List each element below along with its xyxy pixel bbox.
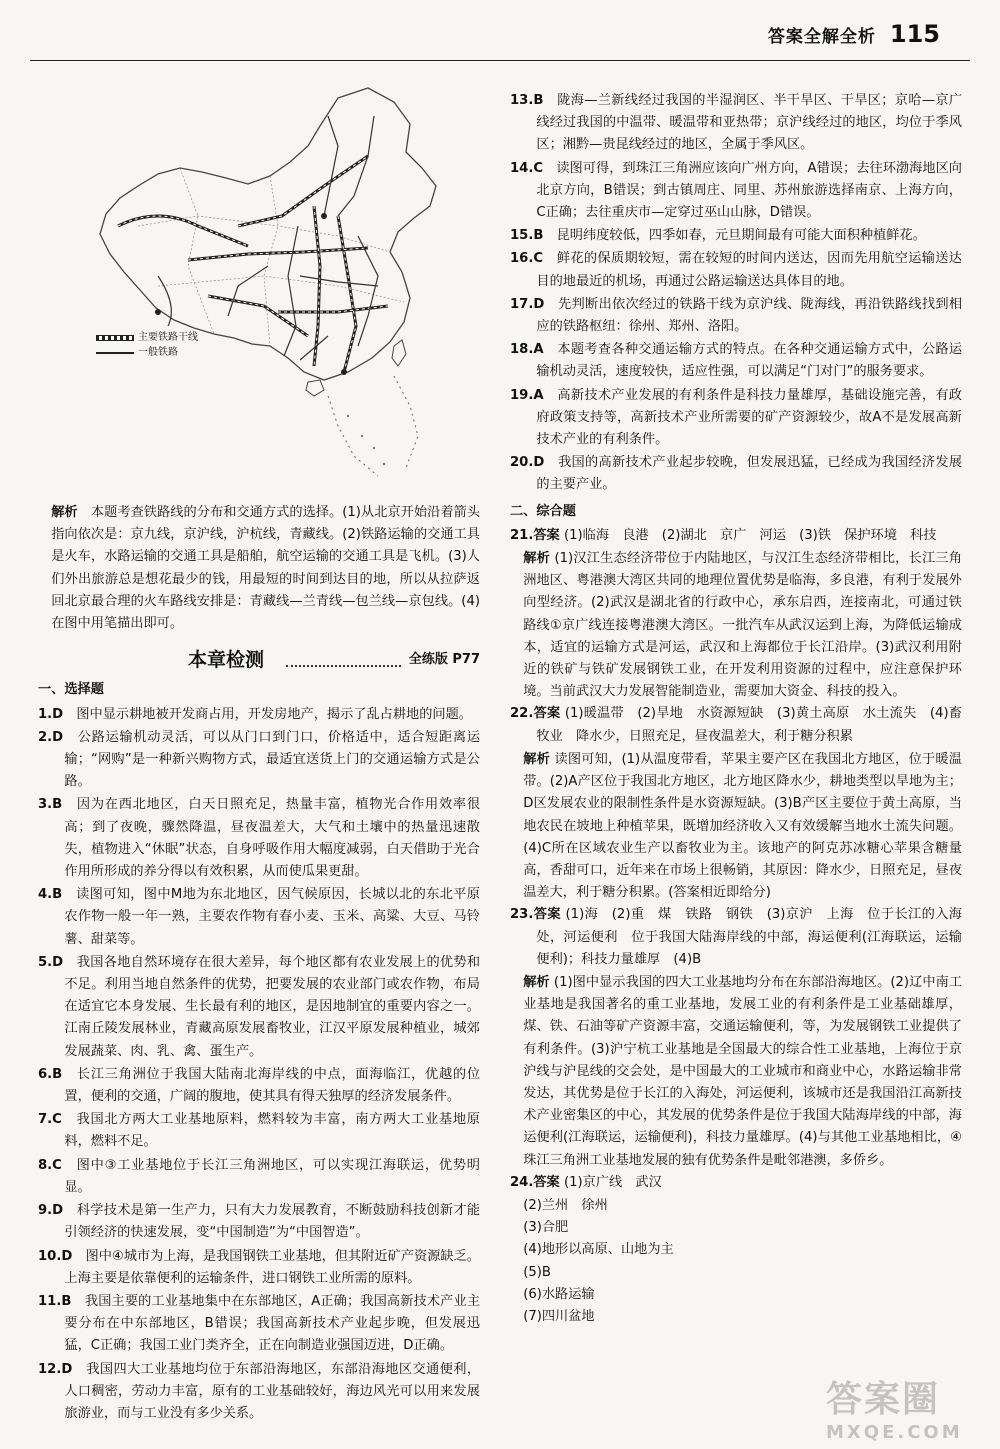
- choice-answer-item: [510, 158, 962, 225]
- q24-line-3: (3)合肥: [523, 1220, 569, 1236]
- choice-answer-item-num: 15.B: [510, 228, 544, 244]
- right-column: [510, 90, 962, 1328]
- choice-answer-item-num: 13.B: [510, 93, 544, 108]
- q21-answer-text: (1)临海 良港 (2)湖北 京广 河运 (3)铁 保护环境 科技: [563, 527, 937, 543]
- header-rule: [30, 60, 970, 61]
- choice-answer-item-num: 10.D: [38, 1248, 73, 1264]
- watermark-logo-text: 答案圈: [826, 1379, 941, 1420]
- q24-line: (1)京广线 武汉: [563, 1174, 662, 1190]
- choice-answer-item-text: 我国的高新技术产业起步较晚，但发展迅猛，已经成为我国经济发展的主要产业。: [536, 455, 963, 493]
- chapter-heading: [38, 649, 480, 671]
- railway-map: [38, 76, 480, 488]
- choice-answer-item: [510, 90, 962, 157]
- choice-answer-item-text: 图中④城市为上海，是我国钢铁工业基地，但其附近矿产资源缺乏。上海主要是依靠便利的运输条件，进口钢铁工业所需的原料。: [64, 1248, 480, 1286]
- choice-answer-item-text: 公路运输机动灵活，可以从门口到门口，价格适中，适合短距离运输；“网购”是一种新兴购物方式，最适宜送货上门的交通运输方式是公路。: [64, 729, 481, 790]
- choice-answer-item: [38, 1109, 480, 1153]
- q23-answer: [510, 904, 962, 971]
- choice-answer-item: [510, 385, 962, 452]
- choice-answer-item: [38, 1291, 480, 1358]
- q24-line-4: (4)地形以高原、山地为主: [523, 1242, 674, 1258]
- choice-answer-item-num: 1.D: [38, 706, 64, 722]
- q22-analysis-label: 解析: [523, 751, 551, 767]
- choice-answer-item-num: 2.D: [38, 729, 64, 745]
- choice-answer-item: [510, 294, 962, 338]
- choice-answer-item-num: 17.D: [510, 296, 545, 312]
- map-legend: [96, 330, 198, 360]
- choice-answer-item-text: 我国北方两大工业基地原料，燃料较为丰富，南方两大工业基地原料，燃料不足。: [64, 1112, 480, 1150]
- page-number: 115: [889, 20, 940, 48]
- choice-answer-item-text: 昆明纬度较低，四季如春，元旦期间最有可能大面积种植鲜花。: [556, 228, 926, 244]
- q24-line-2: (2)兰州 徐州: [523, 1197, 608, 1213]
- legend-label-general: 一般铁路: [138, 347, 178, 358]
- section-comprehensive-heading: 二、综合题: [510, 503, 576, 519]
- choice-answer-item-num: 7.C: [38, 1112, 62, 1128]
- general-railway-swatch: [96, 352, 134, 354]
- choice-answer-item-text: 读图可知，图中M地为东北地区，因气候原因，长城以北的东北平原农作物一般一年一熟，主要农作物有春小麦、玉米、高粱、大豆、马铃薯、甜菜等。: [64, 887, 480, 947]
- q22-answer: [510, 703, 962, 747]
- analysis-text: 本题考查铁路线的分布和交通方式的选择。(1)从北京开始沿着箭头指向依次是：京九线，京沪线，沪杭线，青藏线。(2)铁路运输的交通工具是火车，水路运输的交通工具是船舶，航空运输的交通工具是飞机。(3)人们外出旅游总是想花最少的钱，用最短的时间到达目的地，所以从拉萨返回北京最合理的火车路线安排是：青藏线—兰青线—包兰线—京包线。(4)在图中用笔描出即可。: [51, 505, 481, 632]
- q23-answer-text: (1)海 (2)重 煤 铁路 钢铁 (3)京沪 上海 位于长江的入海处，河运便利 位于我国大陆海岸线的中部，海运便利(江海联运，运输便利)；科技力量雄厚 (4)B: [536, 907, 962, 967]
- legend-label-main: 主要铁路干线: [138, 332, 198, 343]
- choice-answer-item-num: 4.B: [38, 887, 63, 903]
- choice-answer-item: [38, 884, 480, 951]
- q24-answer: [510, 1172, 962, 1194]
- choice-answer-item-num: 8.C: [38, 1157, 62, 1173]
- q23-analysis: [510, 972, 962, 1172]
- chapter-dots: [286, 653, 401, 667]
- section-choice-heading: 一、选择题: [38, 682, 104, 698]
- q21-answer: [510, 525, 962, 547]
- left-column: [38, 76, 480, 1426]
- choice-answer-item-text: 我国四大工业基地均位于东部沿海地区，东部沿海地区交通便利，人口稠密，劳动力丰富，原有的工业基础较好，海边风光可以用来发展旅游业，而与工业没有多少关系。: [64, 1361, 481, 1421]
- watermark-url: MXQE.COM: [826, 1422, 963, 1443]
- q21-num: 21.答案: [510, 527, 560, 543]
- choice-answer-item-text: 先判断出依次经过的铁路干线为京沪线、陇海线，再沿铁路线找到相应的铁路枢纽：徐州、郑州、洛阳。: [536, 296, 963, 335]
- choice-answer-item-text: 科学技术是第一生产力，只有大力发展教育，不断鼓励科技创新才能引领经济的快速发展，变“中国制造”为“中国智造”。: [64, 1203, 481, 1241]
- choice-answer-item: [38, 727, 480, 794]
- choice-answer-item: [510, 225, 962, 247]
- q22-num: 22.答案: [510, 706, 561, 722]
- site-watermark: [826, 1371, 986, 1443]
- choice-answer-item-text: 鲜花的保质期较短，需在较短的时间内送达，因而先用航空运输送达目的地最近的机场，再通过公路运输送达具体目的地。: [536, 251, 962, 289]
- q22-analysis: [510, 749, 962, 904]
- page-header: [768, 20, 940, 48]
- choice-answer-item-text: 我国主要的工业基地集中在东部地区，A正确；我国高新技术产业主要分布在中东部地区，B错误；我国高新技术产业起步晚，但发展迅猛，C正确；我国工业门类齐全，正在向制造业强国迈进，D正确。: [64, 1293, 481, 1354]
- choice-answer-item-num: 3.B: [38, 797, 63, 813]
- choice-answer-item-text: 图中显示耕地被开发商占用，开发房地产，揭示了乱占耕地的问题。: [76, 706, 472, 722]
- choice-answer-item: [38, 1246, 480, 1290]
- choice-answer-item-text: 本题考查各种交通运输方式的特点。在各种交通运输方式中，公路运输机动灵活，速度较快，适应性强，可以满足“门对门”的服务要求。: [536, 342, 963, 380]
- right-answer-list: [510, 90, 962, 497]
- chapter-title: 本章检测: [188, 649, 265, 672]
- q24-num: 24.答案: [510, 1174, 560, 1190]
- header-title: 答案全解全析: [767, 27, 876, 47]
- choice-answer-item: [38, 704, 480, 726]
- choice-answer-item: [510, 248, 962, 292]
- choice-answer-item-text: 高新技术产业发展的有利条件是科技力量雄厚，基础设施完善，有政府政策支持等，高新技术产业所需要的矿产资源较少，故A不是发展高新技术产业的有利条件。: [536, 387, 963, 448]
- q21-analysis-text: (1)汉江生态经济带位于内陆地区，与汉江生态经济带相比，长江三角洲地区、粤港澳大湾区共同的地理位置优势是临海，多良港，有利于发展外向型经济。(2)武汉是湖北省的行政中心，承东启西，连接南北，可通过铁路线①京广线连接粤港澳大湾区。一批汽车从武汉运到上海，为降低运输成本，适宜的运输方式是河运，武汉和上海都位于长江沿岸。(3)武汉利用附近的铁矿与铁矿发展钢铁工业，在开发利用资源的过程中，应注意保护环境。当前武汉大力发展智能制造业，需要加大资金、科技的投入。: [523, 551, 962, 700]
- q22-answer-text: (1)暖温带 (2)旱地 水资源短缺 (3)黄土高原 水土流失 (4)畜牧业 降水少，日照充足，昼夜温差大，利于糖分积累: [536, 706, 962, 744]
- q24-line-5: (5)B: [523, 1264, 551, 1280]
- choice-answer-item: [38, 794, 480, 883]
- q23-analysis-label: 解析: [523, 974, 550, 990]
- choice-answer-item-num: 9.D: [38, 1203, 64, 1219]
- choice-answer-item: [510, 452, 962, 496]
- analysis-paragraph: [38, 502, 480, 635]
- choice-answer-item-num: 14.C: [510, 160, 544, 176]
- choice-answer-item-num: 18.A: [510, 342, 544, 358]
- choice-answer-item: [38, 1064, 480, 1108]
- choice-answer-item-text: 图中③工业基地位于长江三角洲地区，可以实现江海联运，优势明显。: [64, 1157, 480, 1195]
- q23-num: 23.答案: [510, 907, 561, 923]
- q24-line-6: (6)水路运输: [523, 1286, 595, 1302]
- choice-answer-item-num: 5.D: [38, 954, 64, 970]
- chapter-ref: 全练版 P77: [408, 652, 480, 668]
- main-railway-swatch: [96, 335, 134, 341]
- choice-answer-item-text: 因为在西北地区，白天日照充足，热量丰富，植物光合作用效率很高；到了夜晚，骤然降温，昼夜温差大，大气和土壤中的热量迅速散失，植物进入“休眠”状态，自身呼吸作用大幅度减弱，白天借助于光合作用所形成的养分得以有效积累，从而使瓜果更甜。: [64, 797, 481, 880]
- choice-answer-item-num: 11.B: [38, 1293, 72, 1309]
- choice-answer-item-text: 我国各地自然环境存在很大差异，每个地区都有农业发展上的优势和不足。利用当地自然条件的优势，把要发展的农业部门或农作物，布局在适宜它本身发展、生长最有利的地区，是因地制宜的重要内容之一。江南丘陵发展林业，青藏高原发展畜牧业，江汉平原发展种植业，城郊发展蔬菜、肉、乳、禽、蛋生产。: [64, 954, 481, 1059]
- choice-answer-item: [38, 1200, 480, 1244]
- q21-analysis-label: 解析: [523, 551, 551, 567]
- choice-answer-item-text: 陇海—兰新线经过我国的半湿润区、半干旱区、干旱区；京哈—京广线经过我国的中温带、暖温带和亚热带；京沪线经过的地区，均位于季风区；湘黔—贵昆线经过的地区，全属于季风区。: [536, 93, 963, 153]
- choice-answer-item-text: 长江三角洲位于我国大陆南北海岸线的中点，面海临江，优越的位置，便利的交通，广阔的腹地，使其具有得天独厚的经济发展条件。: [64, 1066, 481, 1105]
- analysis-label: 解析: [51, 505, 78, 520]
- choice-answer-item-num: 19.A: [510, 387, 544, 403]
- choice-answer-item-num: 20.D: [510, 455, 545, 471]
- choice-answer-item: [510, 339, 962, 383]
- choice-answer-item-num: 6.B: [38, 1066, 63, 1082]
- q21-analysis: [510, 548, 962, 703]
- q24-line-7: (7)四川盆地: [523, 1308, 595, 1324]
- choice-answer-item: [38, 1359, 480, 1426]
- q23-analysis-text: (1)图中显示我国的四大工业基地均分布在东部沿海地区。(2)辽中南工业基地是我国著名的重工业基地，发展工业的有利条件是工业基础雄厚，煤、铁、石油等矿产资源丰富，交通运输便利，等，为发展钢铁工业提供了有利条件。(3)沪宁杭工业基地是全国最大的综合性工业基地，上海位于京沪线与沪昆线的交会处，是中国最大的工业城市和商业中心，水路运输非常发达，其优势是位于长江的入海处，河运便利，该城市还是我国沿江高新技术产业密集区的中心，其发展的优势条件是位于我国大陆海岸线的中部，海运便利(江海联运，运输便利)，科技力量雄厚。(4)与其他工业基地相比，④珠江三角洲工业基地发展的独有优势条件是毗邻港澳，多侨乡。: [523, 974, 963, 1168]
- left-answer-list: [38, 704, 480, 1426]
- legend-item-main: [96, 330, 198, 345]
- china-railway-map-image: [38, 76, 480, 488]
- choice-answer-item: [38, 1155, 480, 1199]
- choice-answer-item: [38, 952, 480, 1063]
- choice-answer-item-text: 读图可得，到珠江三角洲应该向广州方向，A错误；去往环渤海地区向北京方向，B错误；到古镇周庄、同里、苏州旅游选择南京、上海方向，C正确；去往重庆市—定穿过巫山山脉，D错误。: [536, 160, 962, 221]
- legend-item-general: [96, 345, 198, 360]
- choice-answer-item-num: 12.D: [38, 1361, 73, 1377]
- choice-answer-item-num: 16.C: [510, 251, 544, 267]
- q22-analysis-text: 读图可知，(1)从温度带看，苹果主要产区在我国北方地区，位于暖温带。(2)A产区位于我国北方地区，北方地区降水少，耕地类型以旱地为主；D区发展农业的限制性条件是水资源短缺。(3)B产区主要位于黄土高原，当地农民在坡地上种植苹果，既增加经济收入又有效缓解当地水土流失问题。(4)C所在区域农业生产以畜牧业为主。该地产的阿克苏冰糖心苹果含糖量高，香甜可口，近年来在市场上很畅销，其原因：降水少，日照充足，昼夜温差大，利于糖分积累。(答案相近即给分): [523, 751, 962, 901]
